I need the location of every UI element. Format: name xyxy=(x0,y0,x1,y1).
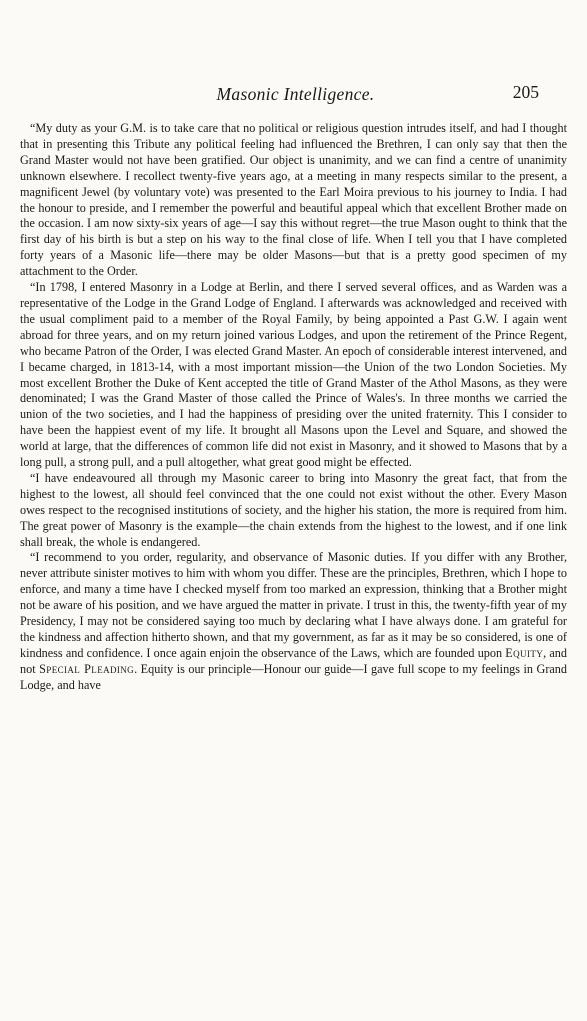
paragraph-4-text-middle: , and not xyxy=(20,645,567,676)
small-caps-special-pleading: Special Pleading xyxy=(39,661,135,676)
running-header xyxy=(20,84,571,104)
paragraph-4 xyxy=(20,550,567,693)
small-caps-equity: Equity xyxy=(505,645,544,660)
running-title: Masonic Intelligence. xyxy=(216,84,375,104)
paragraph-1: “My duty as your G.M. is to take care that no political or religious question intrudes itself, and had I thought that in presenting this Tribute any political feeling had influenced the Brethren, I can only say that then the Grand Master would not have been gratified. Our object is unanimity, and we can find a centre of unanimity unknown elsewhere. I recollect twenty-five years ago, at a meeting in many respects similar to the present, a magnificent Jewel (by voluntary vote) was presented to the Earl Moira previous to his journey to India. I had the honour to preside, and I remember the powerful and beautiful appeal which that excellent Brother made on the occasion. I am now sixty-six years of age—I say this without regret—the true Mason ought to think that the first day of his birth is but a step on his way to the final close of life. When I tell you that I have completed forty years of a Masonic life—there may be older Masons—but that is a pretty good specimen of my attachment to the Order. xyxy=(20,121,567,279)
body-text xyxy=(20,121,567,694)
paragraph-4-text-after: . Equity is our principle—Honour our guide—I gave full scope to my feelings in Grand Lodge, and have xyxy=(20,661,567,692)
paragraph-3: “I have endeavoured all through my Masonic career to bring into Masonry the great fact, that from the highest to the lowest, all should feel convinced that the one could not exist without the other. Every Mason owes respect to the recognised institutions of society, and the higher his station, the more is required from him. The great power of Masonry is the example—the chain extends from the highest to the lowest, and if one link shall break, the whole is endangered. xyxy=(20,470,567,549)
page-number: 205 xyxy=(512,82,539,102)
paragraph-2: “In 1798, I entered Masonry in a Lodge at Berlin, and there I served several offices, and as Warden was a representative of the Lodge in the Grand Lodge of England. I afterwards was acknowledged and received with the usual compliment paid to a member of the Royal Family, by being appointed a Past G.W. I again went abroad for three years, and on my return joined various Lodges, and upon the retirement of the Prince Regent, who became Patron of the Order, I was elected Grand Master. An epoch of considerable interest intervened, and I became charged, in 1813-14, with a most important mission—the Union of the two London Societies. My most excellent Brother the Duke of Kent accepted the title of Grand Master of the Athol Masons, as they were denominated; I was the Grand Master of those called the Prince of Wales's. In three months we carried the union of the two societies, and I had the happiness of presiding over the united fraternity. This I consider to have been the happiest event of my life. It brought all Masons upon the Level and Square, and showed the world at large, that the differences of common life did not exist in Masonry, and it showed to Masons that by a long pull, a strong pull, and a pull altogether, what great good might be effected. xyxy=(20,280,567,470)
paragraph-4-text-before: “I recommend to you order, regularity, and observance of Masonic duties. If you differ with any Brother, never attribute sinister motives to him with whom you differ. These are the principles, Brethren, which I hope to enforce, and many a time have I checked myself from too marked an expression, thinking that a Brother might not be aware of his position, and we have argued the matter in private. I trust in this, the twenty-fifth year of my Presidency, I may not be considered saying too much by declaring what I have always done. I am grateful for the kindness and affection hitherto shown, and that my government, as far as it may be so considered, is one of kindness and confidence. I once again enjoin the observance of the Laws, which are founded upon xyxy=(20,550,567,660)
